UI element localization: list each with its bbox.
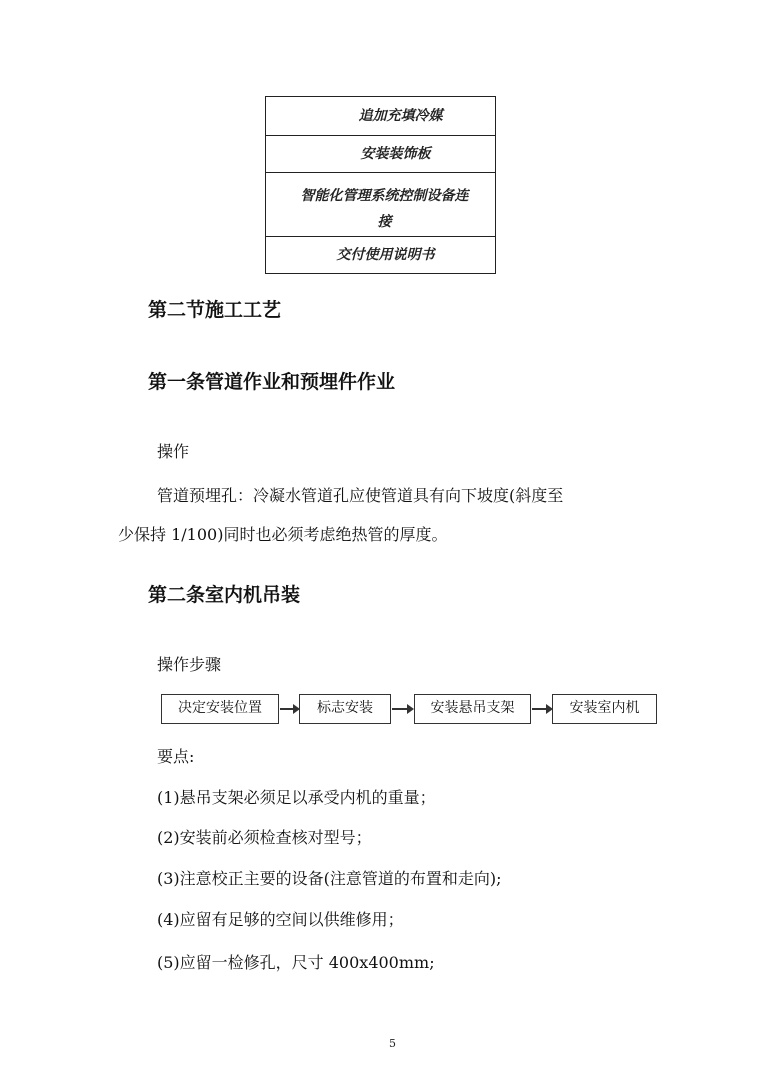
key-point-item: (3)注意校正主要的设备(注意管道的布置和走向); bbox=[157, 869, 502, 888]
key-point-item: (4)应留有足够的空间以供维修用； bbox=[157, 910, 404, 929]
page-number: 5 bbox=[389, 1037, 396, 1050]
process-step-line: 接 bbox=[377, 214, 392, 230]
process-step bbox=[266, 172, 495, 236]
arrow-right-icon bbox=[532, 708, 551, 710]
article-title-pipe-work: 第一条管道作业和预埋件作业 bbox=[148, 371, 396, 393]
arrow-right-icon bbox=[392, 708, 412, 710]
flow-step-box: 安装室内机 bbox=[552, 694, 657, 724]
article-title-indoor-unit: 第二条室内机吊装 bbox=[148, 584, 301, 606]
flow-step-box: 决定安装位置 bbox=[161, 694, 279, 724]
process-step-line: 智能化管理系统控制设备连 bbox=[300, 188, 469, 204]
key-point-item: (1)悬吊支架必须足以承受内机的重量； bbox=[157, 788, 436, 807]
key-point-item: (5)应留一检修孔，尺寸 400x400mm; bbox=[157, 953, 435, 972]
operation-label: 操作 bbox=[157, 442, 190, 461]
flow-step-box: 标志安装 bbox=[299, 694, 391, 724]
body-text-line: 管道预埋孔：冷凝水管道孔应使管道具有向下坡度(斜度至 bbox=[157, 486, 564, 505]
process-step: 交付使用说明书 bbox=[266, 236, 495, 273]
process-step: 追加充填冷媒 bbox=[358, 108, 443, 124]
process-step: 安装装饰板 bbox=[266, 135, 495, 172]
process-table bbox=[265, 96, 496, 274]
flow-step-box: 安装悬吊支架 bbox=[414, 694, 531, 724]
section-title: 第二节施工工艺 bbox=[148, 299, 282, 321]
key-points-label: 要点: bbox=[157, 747, 195, 766]
arrow-right-icon bbox=[280, 708, 298, 710]
body-text-line: 少保持 1/100)同时也必须考虑绝热管的厚度。 bbox=[118, 525, 448, 544]
key-point-item: (2)安装前必须检查核对型号； bbox=[157, 828, 372, 847]
steps-label: 操作步骤 bbox=[157, 655, 222, 674]
